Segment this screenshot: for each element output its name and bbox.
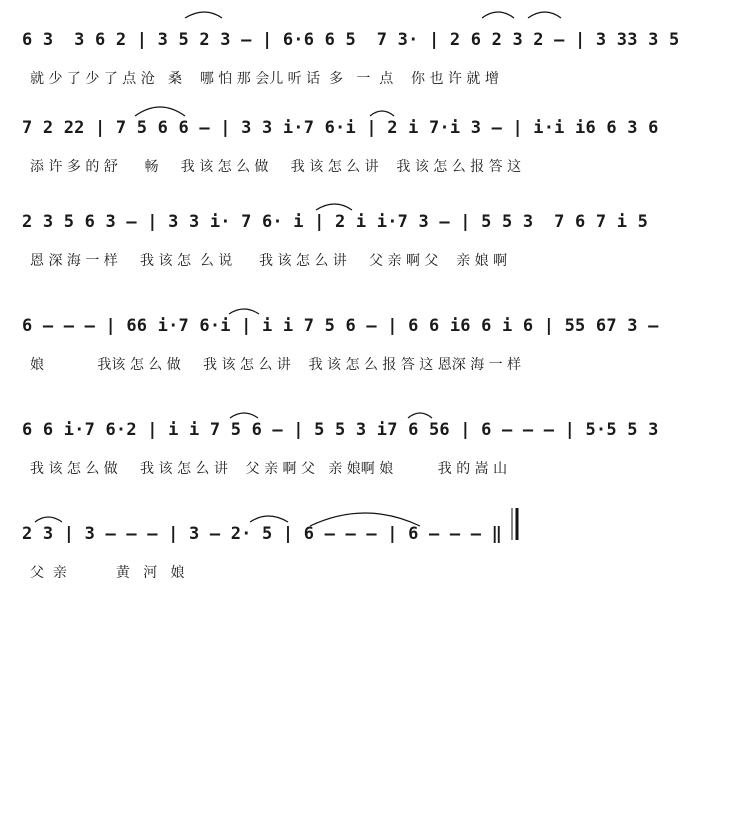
notation-line: 2 3 5 6 3 – | 3 3 i· 7 6· i | 2 i i·7 3 – | 5 5 3 7 6 7 i 5 — [22, 212, 649, 232]
lyrics-line: 我 该 怎 么 做 我 该 怎 么 讲 父 亲 啊 父 亲 娘啊 娘 我 的 嵩 山 — [30, 461, 508, 477]
lyrics-line: 添 许 多 的 舒 畅 我 该 怎 么 做 我 该 怎 么 讲 我 该 怎 么 报 答 这 — [30, 159, 522, 175]
notation-line: 2 3 | 3 – – – | 3 – 2· 5 | 6 – – – | 6 – – – ‖ — [22, 524, 503, 544]
lyrics-line: 恩 深 海 一 样 我 该 怎 么 说 我 该 怎 么 讲 父 亲 啊 父 亲 娘 啊 — [30, 253, 508, 269]
score-system-3 — [22, 196, 740, 286]
notation-line: 6 6 i·7 6·2 | i i 7 5 6 – | 5 5 3 i7 6 56 | 6 – – – | 5·5 5 3 — [22, 420, 659, 440]
notation-line: 6 3 3 6 2 | 3 5 2 3 – | 6·6 6 5 7 3· | 2 6 2 3 2 – | 3 33 3 5 — [22, 30, 680, 50]
score-system-1 — [22, 14, 740, 104]
notation-line: 6 – – – | 66 i·7 6·i | i i 7 5 6 – | 6 6 i6 6 i 6 | 55 67 3 – — [22, 316, 659, 336]
score-system-2 — [22, 102, 740, 192]
notation-line: 7 2 22 | 7 5 6 6 – | 3 3 i·7 6·i | 2 i 7·i 3 – | i·i i6 6 3 6 — [22, 118, 659, 138]
lyrics-line: 父 亲 黄 河 娘 — [30, 565, 185, 581]
score-system-4 — [22, 300, 740, 390]
lyrics-line: 就 少 了 少 了 点 沧 桑 哪 怕 那 会儿 听 话 多 一 点 你 也 许 就 增 — [30, 71, 499, 87]
score-system-6 — [22, 508, 740, 598]
lyrics-line: 娘 我该 怎 么 做 我 该 怎 么 讲 我 该 怎 么 报 答 这 恩深 海 一 样 — [30, 357, 522, 373]
score-system-5 — [22, 404, 740, 494]
